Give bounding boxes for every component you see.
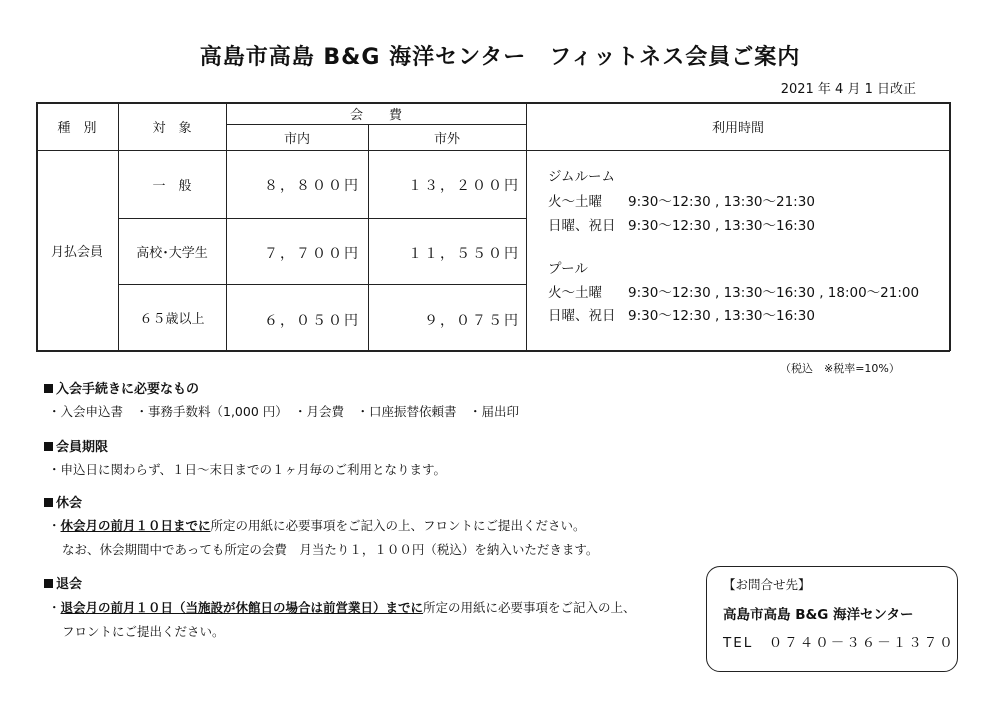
contact-label: 【お問合せ先】 [723, 577, 811, 592]
section-heading-withdraw: 退会 [44, 573, 82, 592]
pool-day: 火～土曜 [548, 285, 602, 301]
pool-title: プール [548, 261, 588, 277]
row-target: 一 般 [152, 178, 192, 194]
row-fee-out: １１，５５０円 [408, 246, 520, 262]
contact-tel: TEL ０７４０－３６－１３７０ [723, 635, 955, 651]
gym-time: 9:30～12:30 , 13:30～16:30 [628, 218, 815, 234]
square-bullet-icon [44, 384, 53, 393]
revision-date: 2021 年 4 月 1 日改正 [780, 82, 916, 97]
row-fee-in: ６，０５０円 [264, 313, 360, 329]
section-text-withdraw-2: フロントにご提出ください。 [62, 624, 225, 639]
header-city-in: 市内 [283, 131, 310, 147]
gym-line [548, 190, 815, 210]
pool-line [548, 304, 815, 324]
pool-line [548, 281, 919, 301]
square-bullet-icon [44, 442, 53, 451]
section-text-pause-note: なお、休会期間中であっても所定の会費 月当たり１，１００円（税込）を納入いただきます。 [62, 542, 599, 557]
square-bullet-icon [44, 579, 53, 588]
contact-box [706, 566, 958, 672]
row-target: ６５歳以上 [139, 311, 205, 327]
section-text-pause: ・休会月の前月１０日までに所定の用紙に必要事項をご記入の上、フロントにご提出ください。 [48, 518, 586, 533]
header-target: 対 象 [152, 120, 192, 136]
row-fee-out: ９，０７５円 [424, 313, 520, 329]
category-monthly: 月払会員 [50, 244, 103, 260]
section-heading-period: 会員期限 [44, 436, 108, 455]
gym-day: 火～土曜 [548, 194, 602, 210]
gym-line [548, 214, 815, 234]
row-target: 高校･大学生 [136, 245, 208, 261]
tax-note: （税込 ※税率=10%） [780, 362, 900, 375]
withdraw-deadline: 退会月の前月１０日（当施設が休館日の場合は前営業日）までに [60, 600, 424, 615]
header-fee: 会 費 [349, 107, 402, 123]
header-city-out: 市外 [433, 131, 460, 147]
pool-time: 9:30～12:30 , 13:30～16:30 , 18:00～21:00 [628, 285, 920, 301]
square-bullet-icon [44, 498, 53, 507]
gym-title: ジムルーム [548, 169, 615, 185]
header-type: 種 別 [57, 120, 97, 136]
gym-time: 9:30～12:30 , 13:30～21:30 [628, 194, 815, 210]
row-fee-out: １３，２００円 [408, 178, 520, 194]
gym-day: 日曜、祝日 [548, 218, 616, 234]
section-heading-required: 入会手続きに必要なもの [44, 378, 199, 397]
row-fee-in: ７，７００円 [264, 246, 360, 262]
row-fee-in: ８，８００円 [264, 178, 360, 194]
pool-day: 日曜、祝日 [548, 308, 616, 324]
contact-name: 高島市高島 B&G 海洋センター [723, 607, 914, 623]
section-text-period: ・申込日に関わらず、１日～末日までの１ヶ月毎のご利用となります。 [48, 462, 447, 477]
section-heading-pause: 休会 [44, 492, 82, 511]
pool-time: 9:30～12:30 , 13:30～16:30 [628, 308, 815, 324]
header-hours: 利用時間 [711, 120, 764, 136]
section-text-required: ・入会申込書 ・事務手数料（1,000 円） ・月会費 ・口座振替依頼書 ・届出印 [48, 404, 520, 419]
section-text-withdraw: ・退会月の前月１０日（当施設が休館日の場合は前営業日）までに所定の用紙に必要事項をご記入の上、 [48, 600, 636, 615]
page-title: 高島市高島 B&G 海洋センター フィットネス会員ご案内 [199, 45, 801, 70]
pause-deadline: 休会月の前月１０日までに [60, 518, 211, 533]
